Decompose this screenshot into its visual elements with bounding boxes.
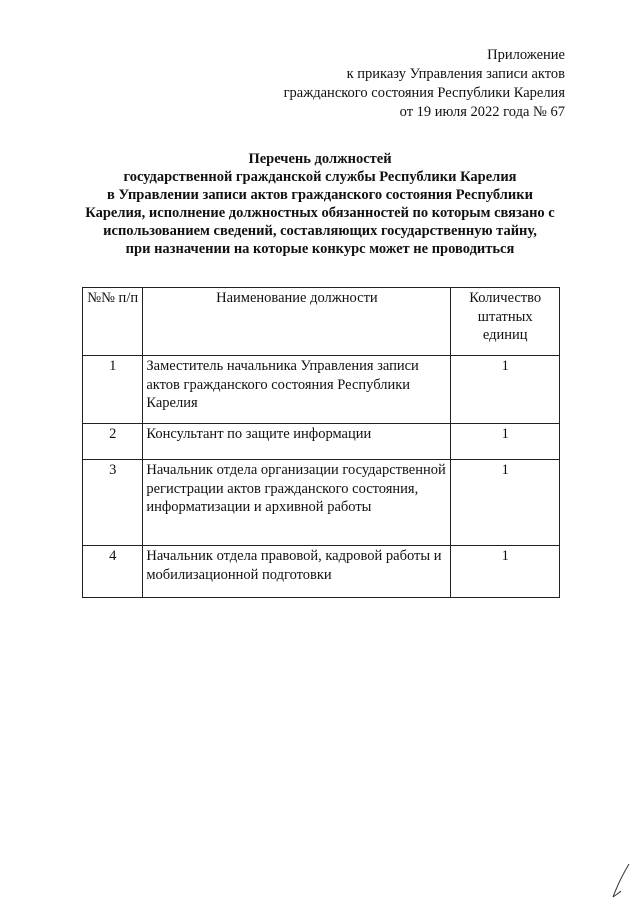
row-quantity: [451, 546, 560, 598]
title-line: Карелия, исполнение должностных обязанностей по которым связано с: [85, 205, 555, 221]
row-number-text: 1: [109, 358, 117, 374]
row-position-name: [143, 546, 451, 598]
appendix-date-number: от 19 июля 2022 года № 67: [399, 104, 565, 120]
row-number-text: 2: [109, 426, 117, 442]
title-line: государственной гражданской службы Республики Карелия: [123, 169, 517, 185]
title-line: при назначении на которые конкурс может не проводиться: [125, 241, 515, 257]
row-number: [83, 356, 143, 424]
row-position-name: [143, 424, 451, 460]
row-number-text: 4: [109, 548, 117, 564]
header-position-name: [143, 288, 451, 356]
table-row: [83, 460, 560, 546]
header-number-text: №№ п/п: [87, 290, 139, 306]
row-position-name-text: Начальник отдела правовой, кадровой работы и мобилизационной подготовки: [146, 548, 442, 583]
signature-mark: [610, 861, 632, 899]
row-position-name-text: Заместитель начальника Управления записи актов гражданского состояния Республики Карелия: [146, 358, 419, 411]
header-quantity-text: Количество штатных единиц: [469, 290, 542, 343]
row-position-name-text: Консультант по защите информации: [146, 426, 372, 442]
document-title: [60, 150, 580, 258]
row-quantity-text: 1: [501, 548, 509, 564]
positions-table: [82, 287, 560, 598]
row-quantity: [451, 460, 560, 546]
title-line: в Управлении записи актов гражданского состояния Республики: [107, 187, 533, 203]
header-position-name-text: Наименование должности: [216, 290, 378, 306]
row-position-name: [143, 356, 451, 424]
appendix-authority: гражданского состояния Республики Карелия: [283, 85, 565, 101]
table-row: [83, 356, 560, 424]
table-header-row: [83, 288, 560, 356]
appendix-header: [284, 46, 565, 122]
table-row: [83, 546, 560, 598]
row-number: [83, 460, 143, 546]
row-position-name-text: Начальник отдела организации государственной регистрации актов гражданского состояния, информатизации и архивной работы: [146, 462, 446, 515]
table-row: [83, 424, 560, 460]
appendix-label: Приложение: [487, 47, 565, 63]
appendix-order-ref: к приказу Управления записи актов: [346, 66, 565, 82]
row-quantity-text: 1: [501, 358, 509, 374]
row-number: [83, 546, 143, 598]
title-line: использованием сведений, составляющих государственную тайну,: [103, 223, 537, 239]
row-quantity-text: 1: [501, 462, 509, 478]
row-quantity: [451, 424, 560, 460]
header-number: [83, 288, 143, 356]
row-number-text: 3: [109, 462, 117, 478]
row-quantity-text: 1: [501, 426, 509, 442]
title-line: Перечень должностей: [248, 151, 392, 167]
row-quantity: [451, 356, 560, 424]
row-number: [83, 424, 143, 460]
row-position-name: [143, 460, 451, 546]
header-quantity: [451, 288, 560, 356]
